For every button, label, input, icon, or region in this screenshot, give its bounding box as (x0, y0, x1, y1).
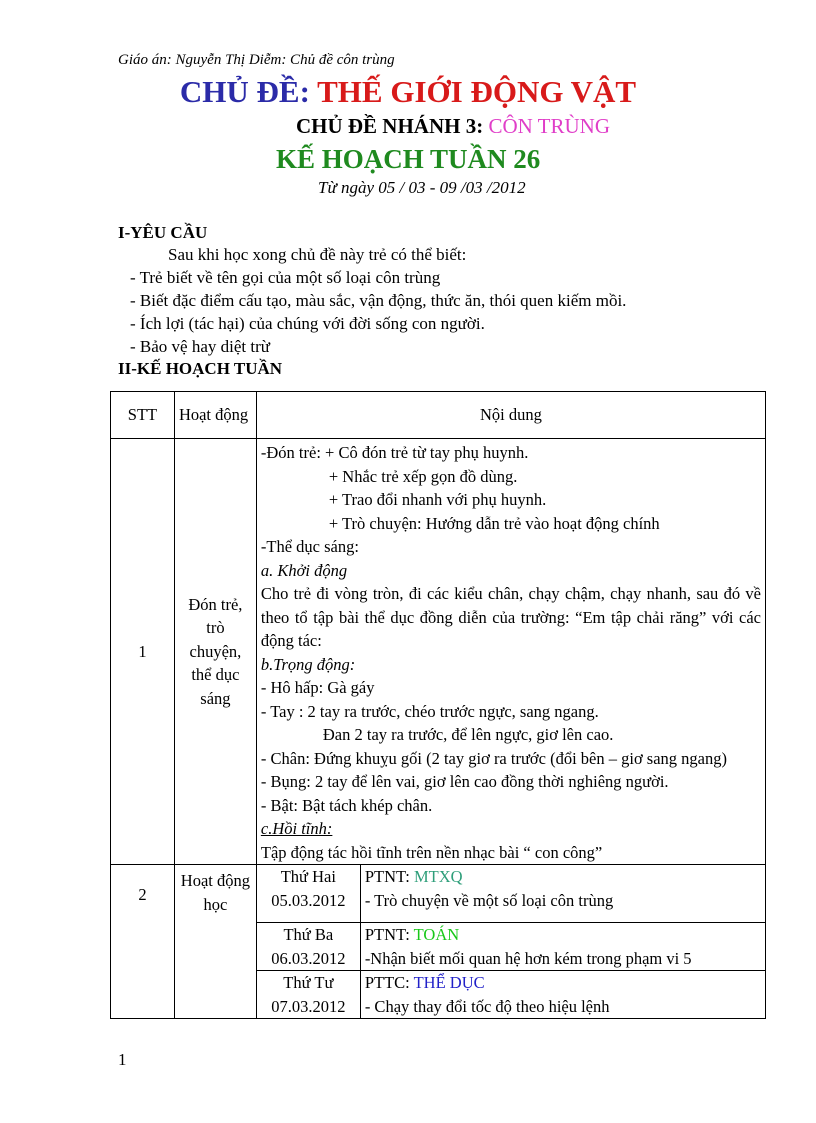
day-activity: -Nhận biết mối quan hệ hơn kém trong phạm vi 5 (364, 948, 692, 968)
page-title (0, 74, 816, 110)
page-subtitle (0, 114, 816, 139)
day-area (365, 971, 761, 995)
day-cell (256, 971, 360, 1019)
day-name: Thứ Hai (280, 867, 336, 886)
date-range: Từ ngày 05 / 03 - 09 /03 /2012 (318, 178, 526, 197)
subject-label: THỂ DỤC (413, 973, 485, 992)
title-label: CHỦ ĐỀ: (179, 74, 310, 109)
day-name: Thứ Ba (283, 925, 334, 944)
content-line: - Bụng: 2 tay để lên vai, giơ lên cao đồng thời nghiêng người. (260, 772, 669, 791)
subtitle-value: CÔN TRÙNG (488, 114, 611, 138)
table-row (111, 439, 766, 865)
requirement-item: - Bảo vệ hay diệt trừ (130, 337, 270, 356)
area-label: PTTC: (364, 973, 414, 992)
day-cell (256, 923, 360, 971)
row-content (256, 439, 765, 865)
row-activity: Hoạt động học (174, 865, 256, 1019)
area-label: PTNT: (364, 925, 414, 944)
area-label: PTNT: (364, 867, 414, 886)
row-activity: Đón trẻ, trò chuyện, thể dục sáng (174, 439, 256, 865)
header-activity: Hoạt động (174, 392, 256, 439)
day-area (365, 923, 761, 947)
content-line: Tập động tác hồi tĩnh trên nền nhạc bài “ con công” (260, 842, 603, 862)
day-activity: - Chạy thay đổi tốc độ theo hiệu lệnh (364, 996, 610, 1016)
day-date: 05.03.2012 (271, 890, 346, 910)
table-row (111, 865, 766, 923)
requirements-heading: I-YÊU CẦU (118, 223, 208, 242)
header-stt: STT (111, 392, 175, 439)
subject-label: MTXQ (413, 867, 463, 886)
content-line: -Đón trẻ: + Cô đón trẻ từ tay phụ huynh. (260, 443, 529, 462)
content-line: a. Khởi động (260, 560, 348, 580)
day-name: Thứ Tư (283, 973, 334, 992)
day-activity: - Trò chuyện về một số loại côn trùng (364, 890, 614, 910)
content-line: Đan 2 tay ra trước, để lên ngực, giơ lên cao. (322, 725, 614, 744)
day-cell (256, 865, 360, 923)
content-line: + Nhắc trẻ xếp gọn đồ dùng. (328, 466, 518, 486)
requirement-item: - Trẻ biết về tên gọi của một số loại côn trùng (130, 268, 441, 287)
day-content (360, 971, 765, 1019)
content-line: - Bật: Bật tách khép chân. (260, 795, 433, 815)
table-header-row (111, 392, 766, 439)
content-line: b.Trọng động: (260, 654, 356, 674)
row-stt: 1 (111, 439, 175, 865)
plan-title: KẾ HOẠCH TUẦN 26 (276, 144, 541, 174)
day-content (360, 865, 765, 923)
day-date: 06.03.2012 (271, 948, 346, 968)
requirement-item: - Biết đặc điểm cấu tạo, màu sắc, vận động, thức ăn, thói quen kiếm mồi. (130, 291, 627, 310)
header-content: Nội dung (256, 392, 765, 439)
day-date: 07.03.2012 (271, 996, 346, 1016)
plan-heading: II-KẾ HOẠCH TUẦN (118, 359, 283, 378)
content-line: -Thể dục sáng: (260, 537, 359, 556)
content-line: - Tay : 2 tay ra trước, chéo trước ngực, sang ngang. (260, 701, 599, 721)
requirements-intro: Sau khi học xong chủ đề này trẻ có thể biết: (168, 245, 467, 264)
content-line: + Trò chuyện: Hướng dẫn trẻ vào hoạt động chính (328, 513, 660, 533)
content-line: Cho trẻ đi vòng tròn, đi các kiểu chân, chạy chậm, chạy nhanh, sau đó về theo tổ tập bài thể dục đồng diễn của trường: “Em tập chải răng” với các động tác: (260, 584, 761, 650)
weekly-plan-table (110, 391, 766, 1019)
subject-label: TOÁN (413, 925, 460, 944)
header-note: Giáo án: Nguyễn Thị Diễm: Chủ đề côn trùng (118, 52, 395, 68)
requirement-item: - Ích lợi (tác hại) của chúng với đời sống con người. (130, 314, 485, 333)
row-stt: 2 (111, 865, 175, 1019)
page-number: 1 (118, 1050, 127, 1069)
content-line: c.Hồi tĩnh: (260, 819, 333, 838)
content-line: + Trao đổi nhanh với phụ huynh. (328, 490, 547, 509)
title-value: THẾ GIỚI ĐỘNG VẬT (317, 74, 637, 109)
subtitle-label: CHỦ ĐỀ NHÁNH 3: (295, 114, 484, 138)
content-line: - Chân: Đứng khuỵu gối (2 tay giơ ra trước (đổi bên – giơ sang ngang) (260, 748, 727, 768)
content-line: - Hô hấp: Gà gáy (260, 678, 375, 697)
day-content (360, 923, 765, 971)
day-area (365, 865, 761, 889)
